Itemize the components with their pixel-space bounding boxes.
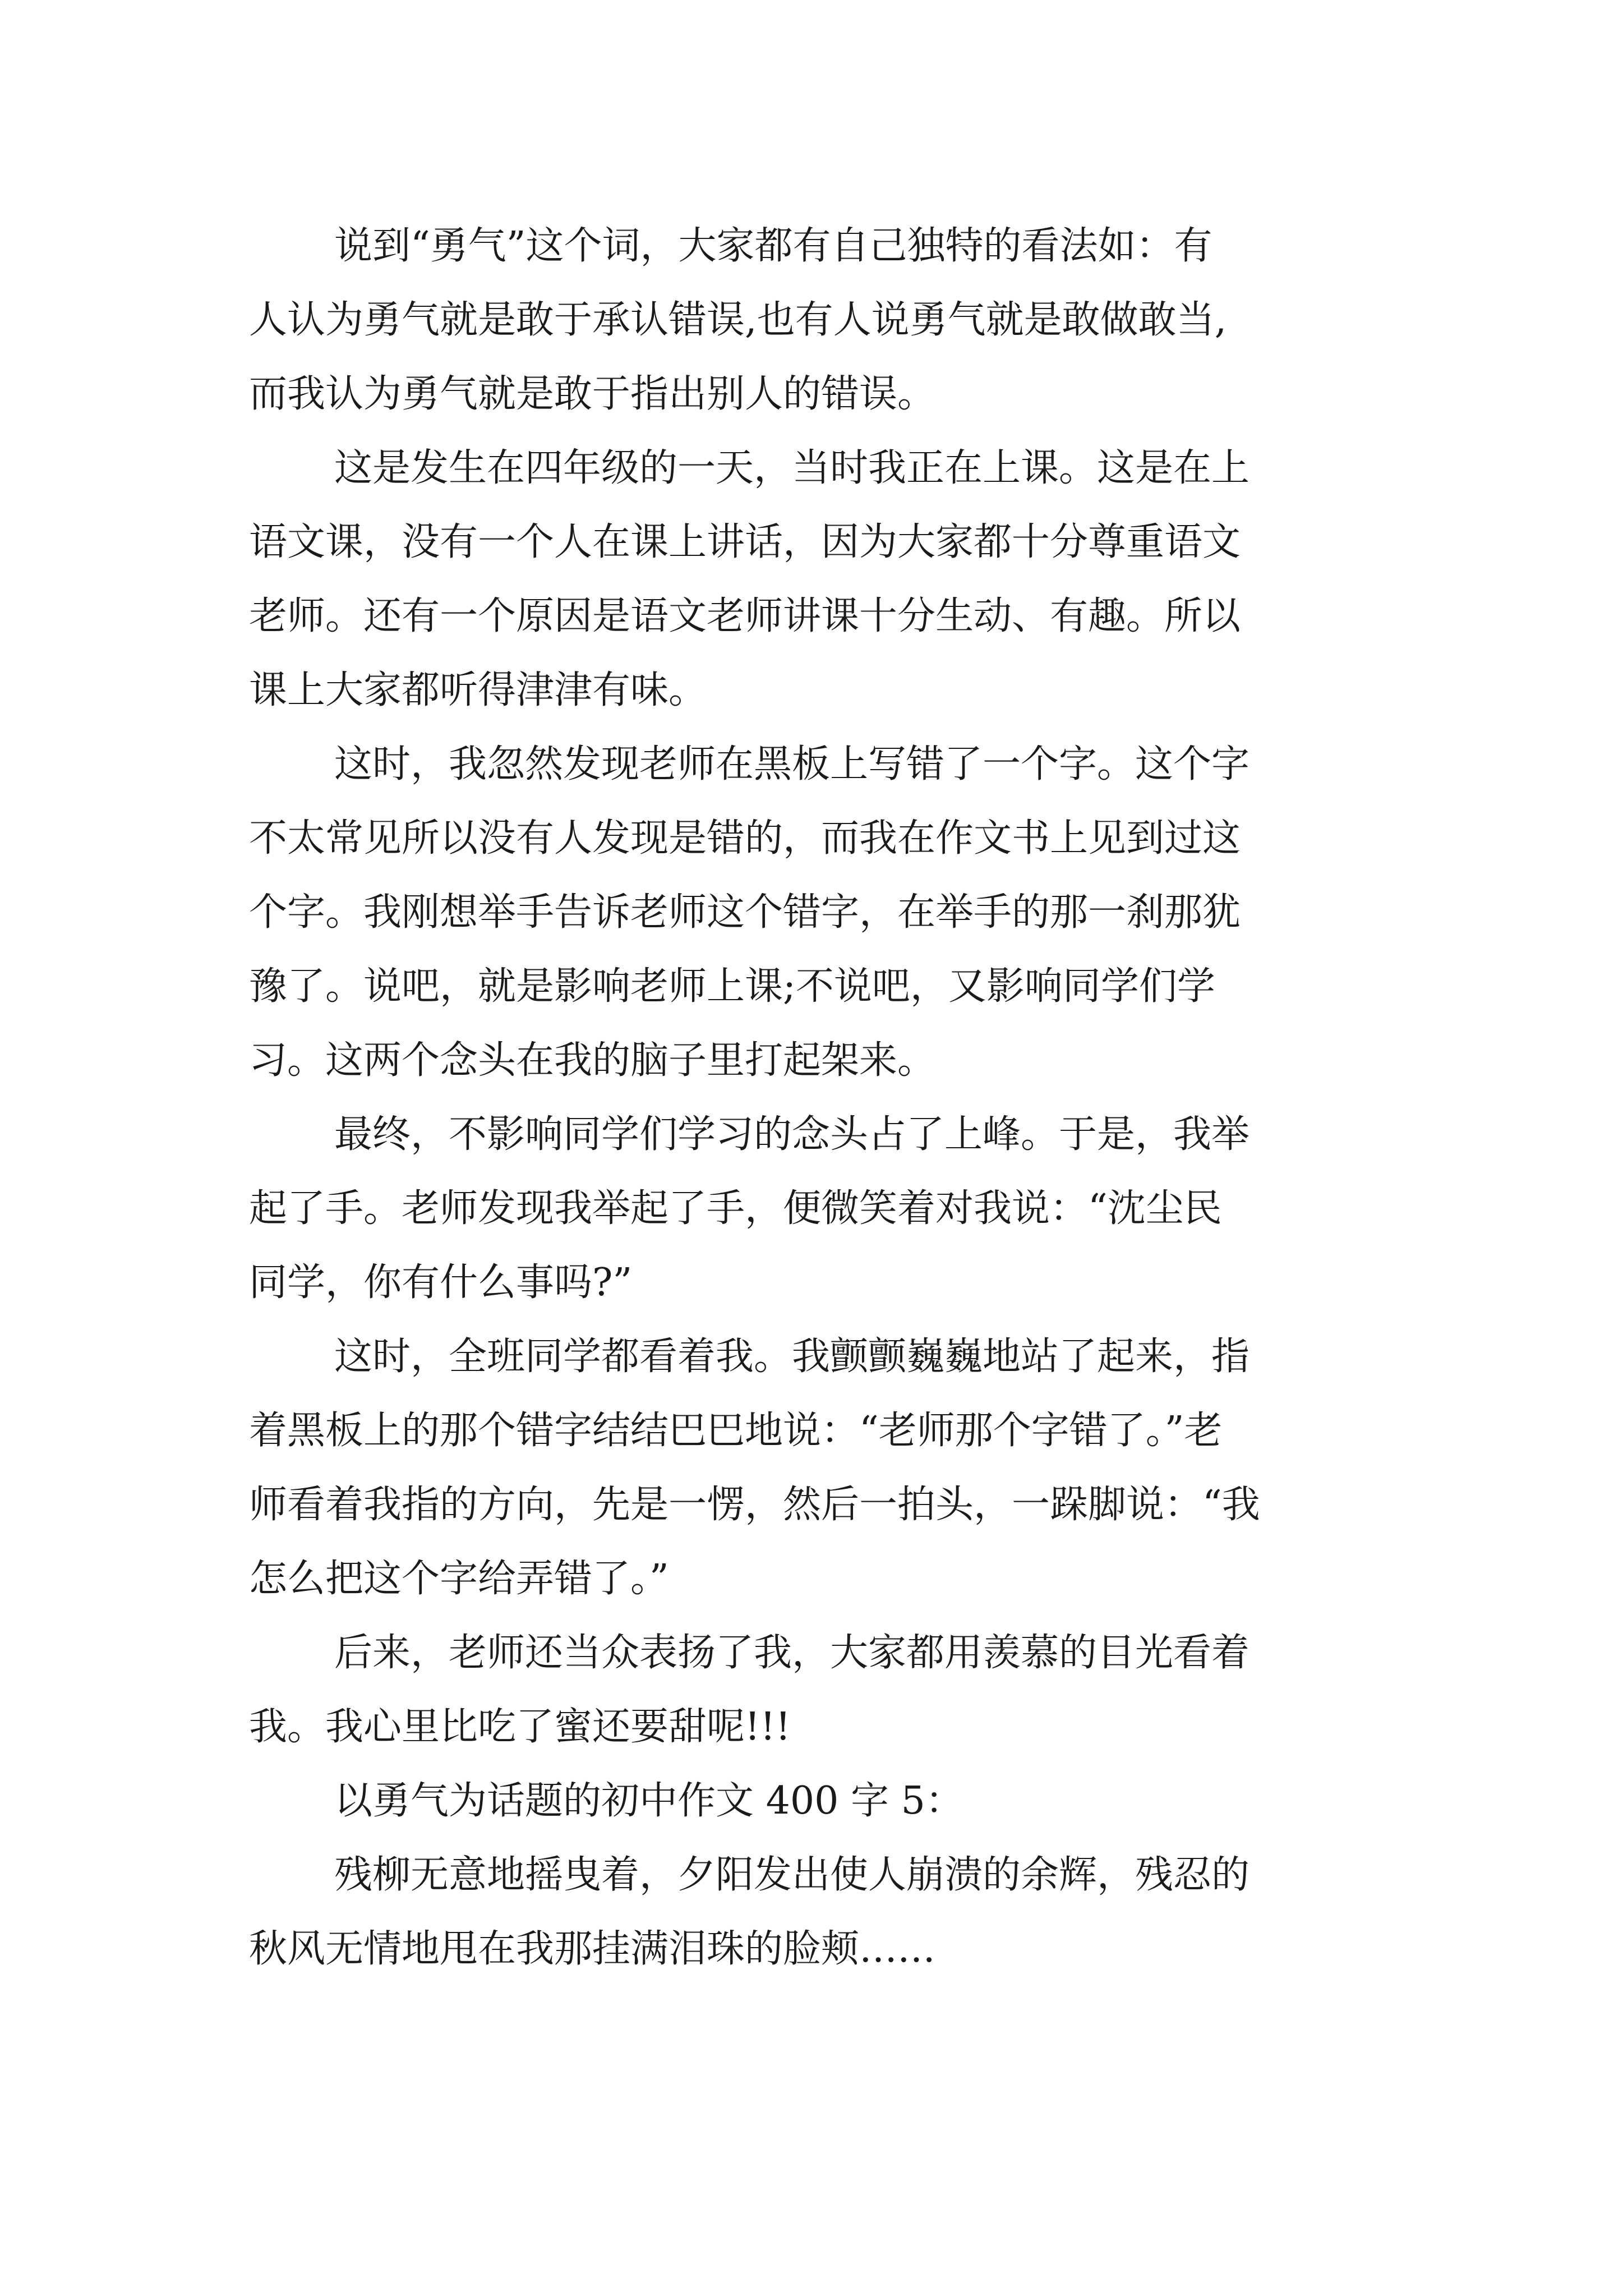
text-line: 语文课，没有一个人在课上讲话，因为大家都十分尊重语文 (249, 520, 1241, 564)
text-line: 最终，不影响同学们学习的念头占了上峰。于是，我举 (334, 1112, 1250, 1157)
text-line: 这时，我忽然发现老师在黑板上写错了一个字。这个字 (334, 742, 1250, 786)
text-line: 师看着我指的方向，先是一愣，然后一拍头，一跺脚说：“我 (249, 1483, 1260, 1527)
text-line: 怎么把这个字给弄错了。” (249, 1557, 669, 1601)
text-line: 秋风无情地甩在我那挂满泪珠的脸颊…… (249, 1927, 936, 1971)
text-line: 说到“勇气”这个词，大家都有自己独特的看法如：有 (334, 224, 1212, 268)
text-line: 起了手。老师发现我举起了手，便微笑着对我说：“沈尘民 (249, 1186, 1222, 1231)
text-line: 人认为勇气就是敢于承认错误,也有人说勇气就是敢做敢当, (249, 298, 1227, 342)
text-line: 同学，你有什么事吗?” (249, 1260, 633, 1305)
text-line: 后来，老师还当众表扬了我，大家都用羡慕的目光看着 (334, 1631, 1250, 1675)
text-line: 习。这两个念头在我的脑子里打起架来。 (249, 1038, 936, 1083)
text-line: 豫了。说吧，就是影响老师上课;不说吧，又影响同学们学 (249, 964, 1215, 1009)
text-line: 这是发生在四年级的一天，当时我正在上课。这是在上 (334, 446, 1250, 490)
text-line: 着黑板上的那个错字结结巴巴地说：“老师那个字错了。”老 (249, 1409, 1223, 1453)
text-line: 而我认为勇气就是敢于指出别人的错误。 (249, 372, 936, 416)
text-line: 残柳无意地摇曳着，夕阳发出使人崩溃的余辉，残忍的 (334, 1853, 1250, 1897)
section-heading: 以勇气为话题的初中作文 400 字 5： (334, 1779, 963, 1823)
text-line: 不太常见所以没有人发现是错的，而我在作文书上见到过这 (249, 816, 1241, 861)
text-line: 老师。还有一个原因是语文老师讲课十分生动、有趣。所以 (249, 594, 1241, 638)
text-line: 课上大家都听得津津有味。 (249, 668, 707, 712)
text-line: 这时，全班同学都看着我。我颤颤巍巍地站了起来，指 (334, 1335, 1250, 1379)
text-line: 个字。我刚想举手告诉老师这个错字，在举手的那一刹那犹 (249, 890, 1241, 935)
text-line: 我。我心里比吃了蜜还要甜呢!!! (249, 1705, 791, 1749)
